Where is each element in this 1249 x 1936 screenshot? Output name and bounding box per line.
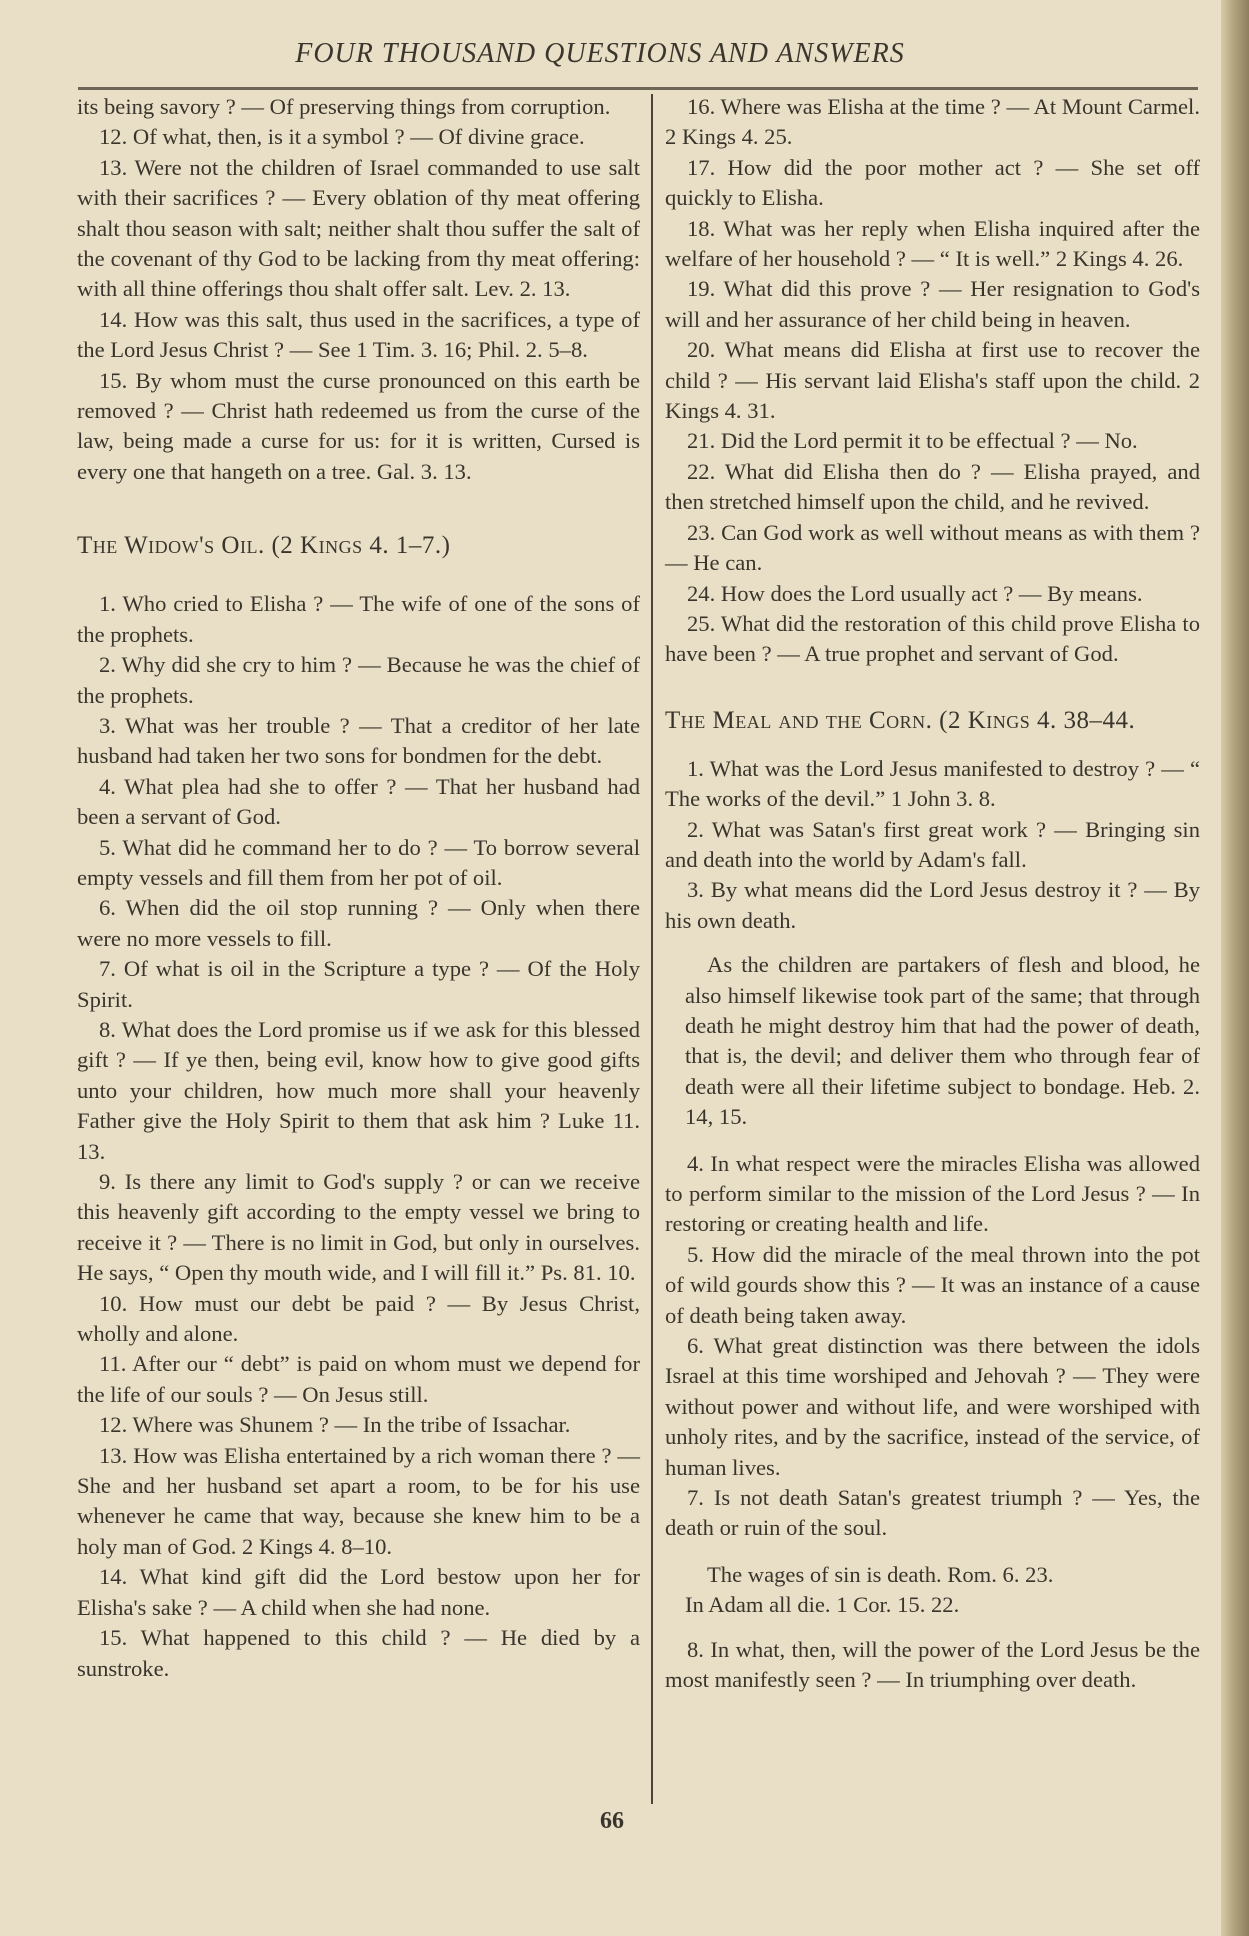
question-answer: 24. How does the Lord usually act ? — By means. (687, 580, 1143, 606)
question-answer: 8. What does the Lord promise us if we ask for this blessed gift ? — If ye then, being evil, know how to give good gifts unto your children, how much more shall your heavenly Father give the Holy Spirit to them that ask him ? Luke 11. 13. (77, 1016, 640, 1164)
question-answer: 13. Were not the children of Israel commanded to use salt with their sacrifices ? — Every oblation of thy meat offering shalt thou season with salt; neither shalt thou suffer the salt of the covenant of thy God to be lacking from thy meat offering: with all thine offerings thou shalt offer salt. Lev. 2. 13. (77, 154, 640, 302)
question-answer: 12. Of what, then, is it a symbol ? — Of divine grace. (99, 124, 585, 150)
question-answer: 19. What did this prove ? — Her resignation to God's will and her assurance of her child being in heaven. (665, 276, 1200, 332)
page-number: 66 (600, 1808, 624, 1834)
question-answer: 22. What did Elisha then do ? — Elisha prayed, and then stretched himself upon the child, and he revived. (665, 458, 1200, 515)
question-answer: 8. In what, then, will the power of the Lord Jesus be the most manifestly seen ? — In triumphing over death. (665, 1636, 1200, 1693)
question-answer: 5. What did he command her to do ? — To borrow several empty vessels and fill them from her pot of oil. (77, 834, 640, 890)
question-answer: 10. How must our debt be paid ? — By Jesus Christ, wholly and alone. (77, 1290, 640, 1347)
question-answer: 6. What great distinction was there between the idols Israel at this time worshiped and Jehovah ? — They were without power and without life, and were worshiped with unholy rites, and by the sacrifice, instead of the service, of human lives. (665, 1333, 1200, 1480)
question-answer: 2. Why did she cry to him ? — Because he was the chief of the prophets. (77, 652, 640, 708)
question-answer: 15. By whom must the curse pronounced on this earth be removed ? — Christ hath redeemed us from the curse of the law, being made a curse for us: for it is written, Cursed is every one that hangeth on a tree. Gal. 3. 13. (77, 367, 640, 484)
question-answer: 3. What was her trouble ? — That a creditor of her late husband had taken her two sons for bondmen for the debt. (77, 712, 640, 769)
question-answer: its being savory ? — Of preserving things from corruption. (77, 94, 611, 119)
question-answer: 2. What was Satan's first great work ? — Bringing sin and death into the world by Adam's fall. (665, 816, 1200, 872)
question-answer: 4. What plea had she to offer ? — That her husband had been a servant of God. (77, 773, 640, 830)
question-answer: 18. What was her reply when Elisha inquired after the welfare of her household ? — “ It is well.” 2 Kings 4. 26. (665, 215, 1200, 272)
question-answer: 1. Who cried to Elisha ? — The wife of one of the sons of the prophets. (77, 591, 640, 647)
question-answer: 4. In what respect were the miracles Elisha was allowed to perform similar to the mission of the Lord Jesus ? — In restoring or creating health and life. (665, 1150, 1200, 1237)
question-answer: 17. How did the poor mother act ? — She set off quickly to Elisha. (665, 154, 1200, 211)
section-heading: The Widow's Oil. (2 Kings 4. 1–7.) (77, 532, 451, 560)
scripture-quote: As the children are partakers of flesh and blood, he also himself likewise took part of the same; that through death he might destroy him that had the power of death, that is, the devil; and deliver them who through fear of death were all their lifetime subject to bondage. Heb. 2. 14, 15. (685, 952, 1200, 1130)
header-rule (78, 87, 1198, 90)
question-answer: 7. Of what is oil in the Scripture a type ? — Of the Holy Spirit. (77, 956, 640, 1012)
question-answer: 25. What did the restoration of this child prove Elisha to have been ? — A true prophet and servant of God. (665, 610, 1200, 667)
page-edge (1221, 0, 1249, 1936)
left-column (77, 92, 640, 1684)
question-answer: 15. What happened to this child ? — He died by a sunstroke. (77, 1625, 640, 1681)
question-answer: 3. By what means did the Lord Jesus destroy it ? — By his own death. (665, 877, 1200, 933)
question-answer: 9. Is there any limit to God's supply ? or can we receive this heavenly gift according to the empty vessel we bring to receive it ? — There is no limit in God, but only in ourselves. He says, “ Open thy mouth wide, and I will fill it.” Ps. 81. 10. (77, 1169, 640, 1286)
question-answer: 21. Did the Lord permit it to be effectual ? — No. (687, 428, 1138, 454)
question-answer: 6. When did the oil stop running ? — Only when there were no more vessels to fill. (77, 895, 640, 951)
question-answer: 11. After our “ debt” is paid on whom must we depend for the life of our souls ? — On Jesus still. (77, 1351, 640, 1407)
question-answer: 23. Can God work as well without means as with them ? — He can. (665, 519, 1200, 576)
right-column (665, 92, 1200, 1696)
question-answer: 16. Where was Elisha at the time ? — At Mount Carmel. 2 Kings 4. 25. (665, 94, 1200, 150)
scripture-quote: The wages of sin is death. Rom. 6. 23. In Adam all die. 1 Cor. 15. 22. (685, 1561, 1054, 1618)
column-divider (651, 94, 653, 1804)
question-answer: 1. What was the Lord Jesus manifested to destroy ? — “ The works of the devil.” 1 John 3. 8. (665, 755, 1200, 812)
running-header: FOUR THOUSAND QUESTIONS AND ANSWERS (295, 38, 905, 69)
section-heading: The Meal and the Corn. (2 Kings 4. 38–44. (665, 706, 1136, 734)
question-answer: 5. How did the miracle of the meal thrown into the pot of wild gourds show this ? — It was an instance of a cause of death being taken away. (665, 1241, 1200, 1328)
question-answer: 7. Is not death Satan's greatest triumph ? — Yes, the death or ruin of the soul. (665, 1485, 1200, 1541)
question-answer: 12. Where was Shunem ? — In the tribe of Issachar. (99, 1412, 571, 1438)
question-answer: 13. How was Elisha entertained by a rich woman there ? — She and her husband set apart a room, to be for his use whenever he came that way, because she knew him to be a holy man of God. 2 Kings 4. 8–10. (77, 1442, 640, 1559)
question-answer: 20. What means did Elisha at first use to recover the child ? — His servant laid Elisha's staff upon the child. 2 Kings 4. 31. (665, 337, 1200, 424)
question-answer: 14. How was this salt, thus used in the sacrifices, a type of the Lord Jesus Christ ? — See 1 Tim. 3. 16; Phil. 2. 5–8. (77, 306, 640, 363)
question-answer: 14. What kind gift did the Lord bestow upon her for Elisha's sake ? — A child when she had none. (77, 1564, 640, 1620)
